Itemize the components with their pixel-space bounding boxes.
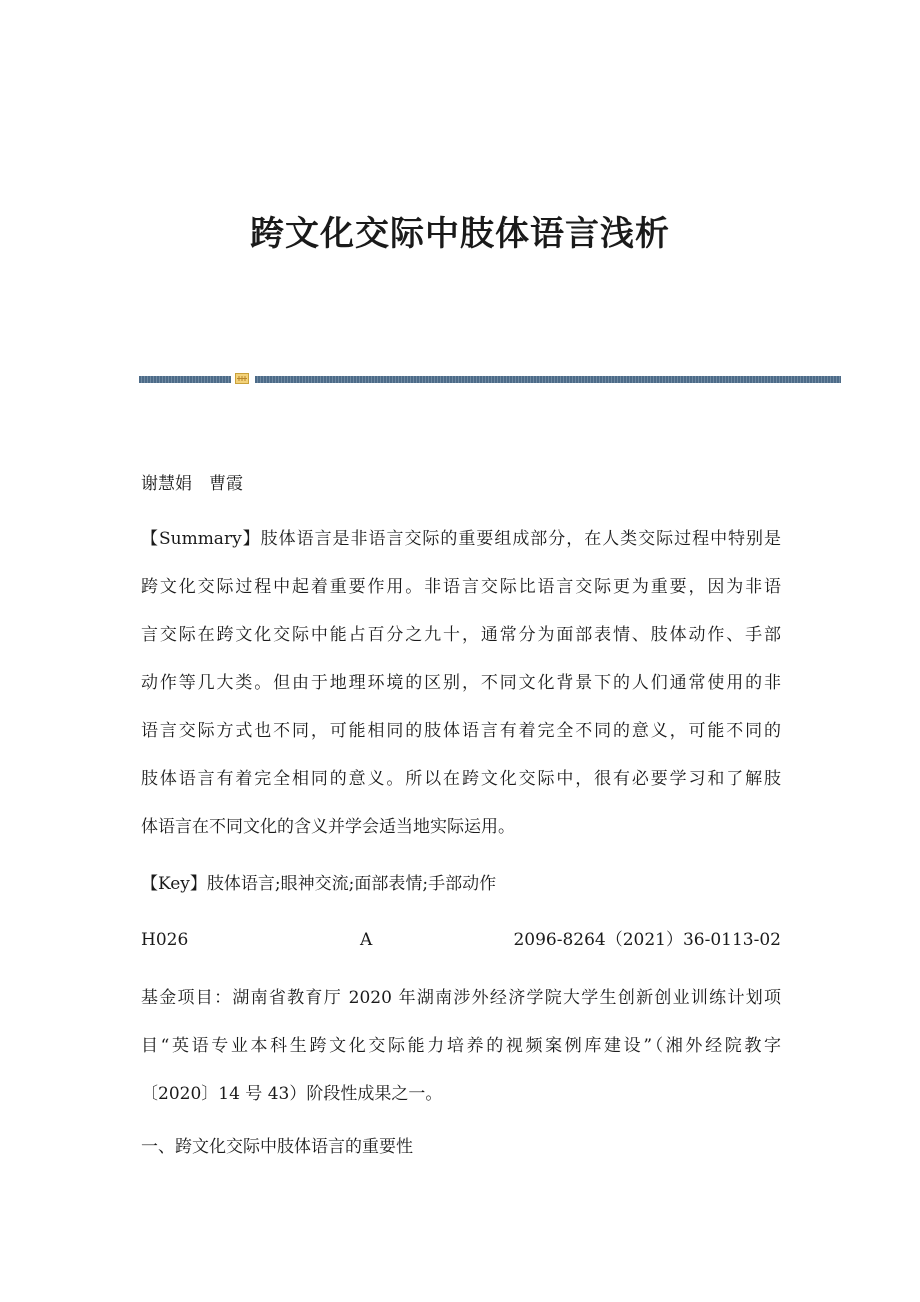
document-code: A xyxy=(360,930,373,950)
summary-label: 【Summary】 xyxy=(141,529,261,549)
section-heading: 一、跨文化交际中肢体语言的重要性 xyxy=(141,1137,413,1157)
keywords xyxy=(141,874,496,894)
keywords-label: 【Key】 xyxy=(141,874,207,894)
document-title: 跨文化交际中肢体语言浅析 xyxy=(250,214,670,254)
summary-paragraph xyxy=(141,515,781,851)
keywords-text: 肢体语言;眼神交流;面部表情;手部动作 xyxy=(206,874,497,894)
divider-bar-right xyxy=(255,376,841,383)
authors: 谢慧娟 曹霞 xyxy=(141,474,243,494)
title-divider xyxy=(139,372,841,386)
divider-bar-left xyxy=(139,376,231,383)
summary-line: 跨文化交际过程中起着重要作用。非语言交际比语言交际更为重要，因为非语 xyxy=(141,577,781,597)
summary-line: 言交际在跨文化交际中能占百分之九十，通常分为面部表情、肢体动作、手部 xyxy=(141,625,781,645)
article-id: 2096-8264（2021）36-0113-02 xyxy=(513,930,781,950)
summary-line: 【Summary】肢体语言是非语言交际的重要组成部分，在人类交际过程中特别是 xyxy=(141,529,782,549)
fund-line: 〔2020〕14 号 43）阶段性成果之一。 xyxy=(141,1084,443,1104)
fund-line: 基金项目：湖南省教育厅 2020 年湖南涉外经济学院大学生创新创业训练计划项 xyxy=(141,988,781,1008)
summary-line: 动作等几大类。但由于地理环境的区别，不同文化背景下的人们通常使用的非 xyxy=(141,673,781,693)
summary-line: 语言交际方式也不同，可能相同的肢体语言有着完全不同的意义，可能不同的 xyxy=(141,721,781,741)
divider-ornament-icon xyxy=(235,373,249,384)
fund-line: 目“英语专业本科生跨文化交际能力培养的视频案例库建设”（湘外经院教字 xyxy=(141,1036,781,1056)
summary-line: 体语言在不同文化的含义并学会适当地实际运用。 xyxy=(141,817,515,837)
classification-codes xyxy=(141,930,781,950)
fund-paragraph xyxy=(141,974,781,1118)
summary-line: 肢体语言有着完全相同的意义。所以在跨文化交际中，很有必要学习和了解肢 xyxy=(141,769,781,789)
classification-number: H026 xyxy=(141,930,189,950)
